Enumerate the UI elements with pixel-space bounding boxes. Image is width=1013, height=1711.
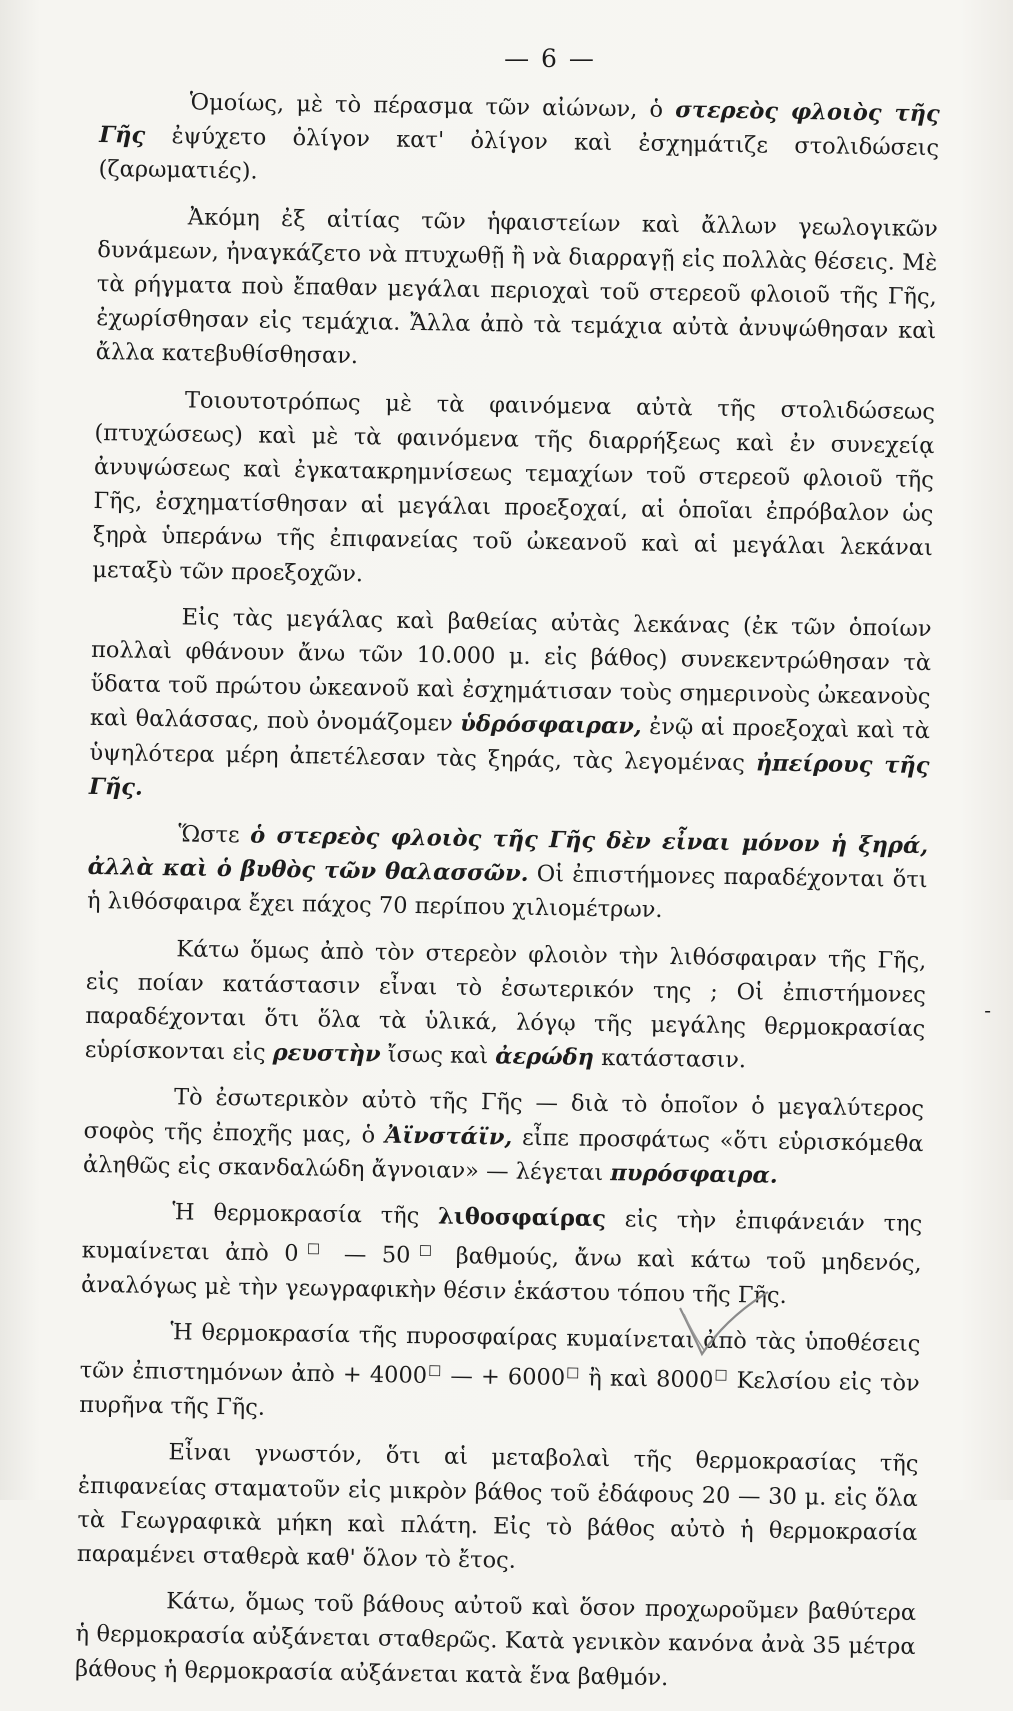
paragraph-3: Τοιουτοτρόπως μὲ τὰ φαινόμενα αὐτὰ τῆς στολιδώσεως (πτυχώσεως) καὶ μὲ τὰ φαινόμενα τῆς διαρρήξεως καὶ ἐν συνεχείᾳ ἀνυψώσεως καὶ ἐγκατακρημνίσεως τεμαχίων τοῦ στερεοῦ φλοιοῦ τῆς Γῆς, ἐσχηματίσθησαν αἱ μεγάλαι προεξοχαί, αἱ ὁποῖαι ἐπρόβαλον ὡς ξηρὰ ὑπεράνω τῆς ἐπιφανείας τοῦ ὠκεανοῦ καὶ αἱ μεγάλαι λεκάναι μεταξὺ τῶν προεξοχῶν. xyxy=(92,387,936,587)
paragraph-5: Ὥστε ὁ στερεὸς φλοιὸς τῆς Γῆς δὲν εἶναι μόνον ἡ ξηρά, ἀλλὰ καὶ ὁ βυθὸς τῶν θαλασσῶν. Οἱ ἐπιστήμονες παραδέχονται ὅτι ἡ λιθόσφαιρα ἔχει πάχος 70 περίπου χιλιομέτρων. xyxy=(86,821,929,924)
emphasis-term: πυρόσφαιρα. xyxy=(610,1160,778,1189)
paragraph-9: Ἡ θερμοκρασία τῆς πυροσφαίρας κυμαίνεται ἀπὸ τὰς ὑποθέσεις τῶν ἐπιστημόνων ἀπὸ + 4000□ — + 6000□ ἢ καὶ 8000□ Κελσίου εἰς τὸν πυρῆνα τῆς Γῆς. xyxy=(79,1319,921,1421)
paragraph-8: Ἡ θερμοκρασία τῆς λιθοσφαίρας εἰς τὴν ἐπιφάνειάν της κυμαίνεται ἀπὸ 0□ — 50□ βαθμούς, ἄνω καὶ κάτω τοῦ μηδενός, ἀναλόγως μὲ τὴν γεωγραφικὴν θέσιν ἑκάστου τόπου τῆς Γῆς. xyxy=(80,1199,923,1309)
emphasis-term: ἠπείρους τῆς Γῆς. xyxy=(88,750,930,801)
checkmark-icon xyxy=(676,1288,776,1368)
paragraph-4: Εἰς τὰς μεγάλας καὶ βαθείας αὐτὰς λεκάνας (ἐκ τῶν ὁποίων πολλαὶ φθάνουν ἄνω τῶν 10.000 μ. εἰς βάθος) συνεκεντρώθησαν τὰ ὕδατα τοῦ πρώτου ὠκεανοῦ καὶ ἐσχημάτισαν τοὺς σημερινοὺς ὠκεανοὺς καὶ θαλάσσας, ποὺ ὀνομάζομεν ὑδρόσφαιραν, ἐνῷ αἱ προεξοχαὶ καὶ τὰ ὑψηλότερα μέρη ἀπετέλεσαν τὰς ξηράς, τὰς λεγομένας ἠπείρους τῆς Γῆς. xyxy=(88,604,932,801)
degree-symbol: □ xyxy=(410,1242,441,1259)
degree-symbol: □ xyxy=(713,1367,729,1384)
emphasis-term: ρευστὴν xyxy=(272,1040,381,1068)
paragraph-10: Εἶναι γνωστόν, ὅτι αἱ μεταβολαὶ τῆς θερμοκρασίας τῆς ἐπιφανείας σταματοῦν εἰς μικρὸν βάθος τοῦ ἐδάφους 20 — 30 μ. εἰς ὅλα τὰ Γεωγραφικὰ μήκη καὶ πλάτη. Εἰς τὸ βάθος αὐτὸ ἡ θερμοκρασία παραμένει σταθερὰ καθ' ὅλον τὸ ἔτος. xyxy=(76,1439,919,1574)
emphasis-term: Ἀϊνστάϊν, xyxy=(384,1122,513,1151)
degree-symbol: □ xyxy=(298,1240,329,1258)
emphasis-term: ἀερώδη xyxy=(495,1043,595,1072)
degree-symbol: □ xyxy=(565,1364,581,1382)
emphasis-term: ὁ στερεὸς φλοιὸς τῆς Γῆς δὲν εἶναι μόνον ἡ ξηρά, ἀλλὰ καὶ ὁ βυθὸς τῶν θαλασσῶν. xyxy=(87,822,929,888)
margin-mark: - xyxy=(984,998,991,1022)
emphasis-term: λιθοσφαίρας xyxy=(437,1203,607,1233)
paragraph-11: Κάτω, ὅμως τοῦ βάθους αὐτοῦ καὶ ὅσον προχωροῦμεν βαθύτερα ἡ θερμοκρασία αὐξάνεται σταθερῶς. Κατὰ γενικὸν κανόνα ἀνὰ 35 μέτρα βάθους ἡ θερμοκρασία αὐξάνεται κατὰ ἕνα βαθμόν. xyxy=(74,1588,917,1691)
paragraph-7: Τὸ ἐσωτερικὸν αὐτὸ τῆς Γῆς — διὰ τὸ ὁποῖον ὁ μεγαλύτερος σοφὸς τῆς ἐποχῆς μας, ὁ Ἀϊνστάϊν, εἶπε προσφάτως «ὅτι εὑρισκόμεθα ἀληθῶς εἰς σκανδαλώδη ἄγνοιαν» — λέγεται πυρόσφαιρα. xyxy=(82,1084,925,1189)
emphasis-term: ὑδρόσφαιραν, xyxy=(460,711,642,741)
degree-symbol: □ xyxy=(427,1362,443,1379)
emphasis-term: στερεὸς φλοιὸς τῆς Γῆς xyxy=(98,97,940,149)
paragraph-2: Ἀκόμη ἐξ αἰτίας τῶν ἡφαιστείων καὶ ἄλλων γεωλογικῶν δυνάμεων, ἠναγκάζετο νὰ πτυχωθῇ ἢ νὰ διαρραγῇ εἰς πολλὰς θέσεις. Μὲ τὰ ρήγματα ποὺ ἔπαθαν μεγάλαι περιοχαὶ τοῦ στερεοῦ φλοιοῦ τῆς Γῆς, ἐχωρίσθησαν εἰς τεμάχια. Ἄλλα ἀπὸ τὰ τεμάχια αὐτὰ ἀνυψώθησαν καὶ ἄλλα κατεβυθίσθησαν. xyxy=(95,204,939,370)
page-number: — 6 — xyxy=(504,44,596,73)
body-text xyxy=(75,84,940,1711)
paragraph-1: Ὁμοίως, μὲ τὸ πέρασμα τῶν αἰώνων, ὁ στερεὸς φλοιὸς τῆς Γῆς ἐψύχετο ὀλίγον κατ' ὀλίγον καὶ ἐσχημάτιζε στολιδώσεις (ζαρωματιές). xyxy=(98,89,940,185)
paragraph-6: Κάτω ὅμως ἀπὸ τὸν στερεὸν φλοιὸν τὴν λιθόσφαιραν τῆς Γῆς, εἰς ποίαν κατάστασιν εἶναι τὸ ἐσωτερικόν της ; Οἱ ἐπιστήμονες παραδέχονται ὅτι ὅλα τὰ ὑλικά, λόγῳ τῆς μεγάλης θερμοκρασίας εὑρίσκονται εἰς ρευστὴν ἴσως καὶ ἀερώδη κατάστασιν. xyxy=(84,935,927,1074)
